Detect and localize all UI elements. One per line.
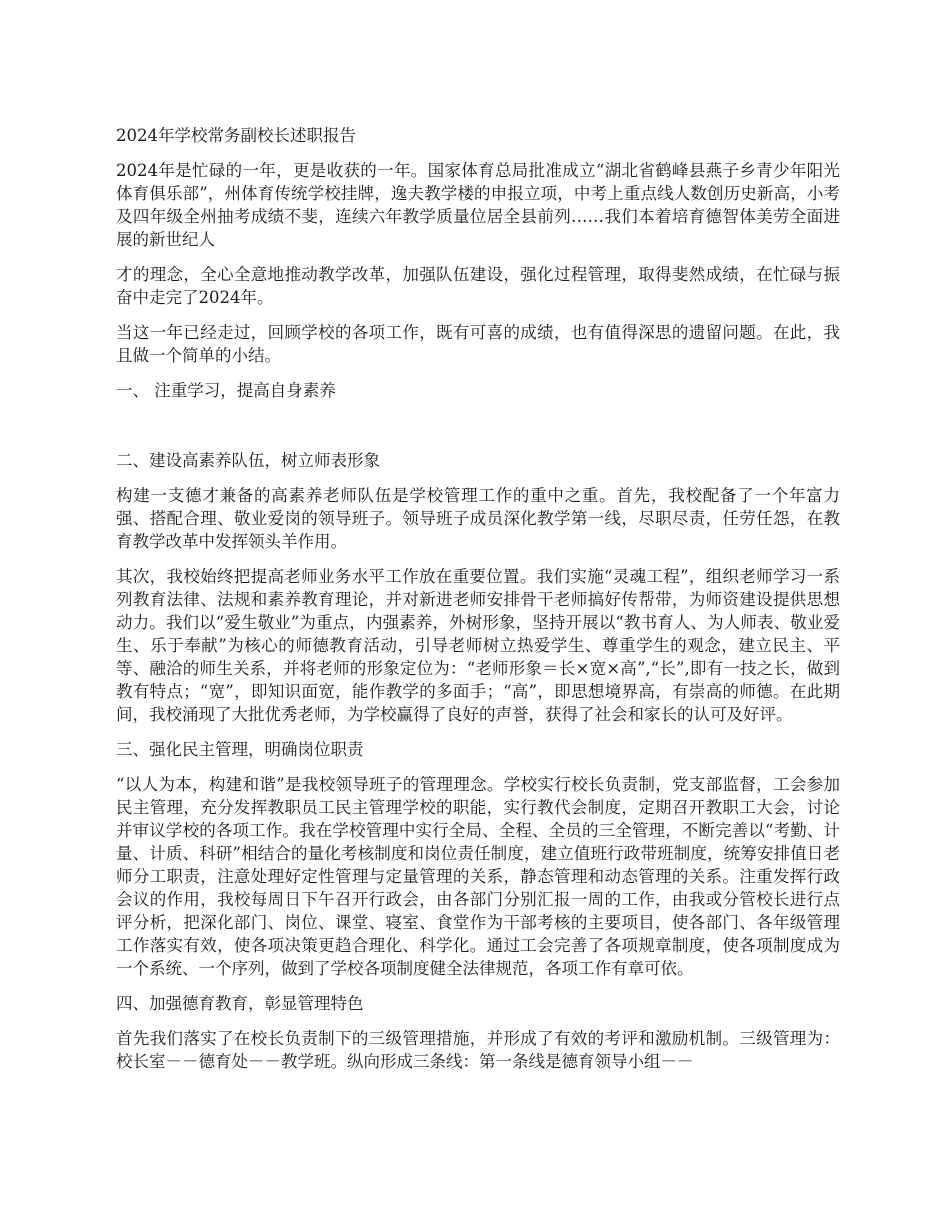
section-heading-1: 一、 注重学习，提高自身素养 bbox=[116, 381, 336, 400]
paragraph-intro-continued: 才的理念，全心全意地推动教学改革，加强队伍建设，强化过程管理，取得斐然成绩，在忙碌与振奋中走完了2024年。 bbox=[116, 265, 840, 307]
section-heading-4: 四、加强德育教育，彰显管理特色 bbox=[116, 994, 364, 1013]
paragraph-intro: 2024年是忙碌的一年，更是收获的一年。国家体育总局批准成立“湖北省鹤峰县燕子乡青少年阳光体育俱乐部”，州体育传统学校挂牌，逸夫教学楼的申报立项，中考上重点线人数创历史新高，小考及四年级全州抽考成绩不斐，连续六年教学质量位居全县前列……我们本着培育德智体美劳全面进展的新世纪人 bbox=[116, 161, 840, 249]
section-heading-3: 三、强化民主管理，明确岗位职责 bbox=[116, 740, 364, 759]
document-body bbox=[116, 124, 840, 1085]
section-heading-2: 二、建设高素养队伍，树立师表形象 bbox=[116, 451, 380, 470]
paragraph-summary: 当这一年已经走过，回顾学校的各项工作，既有可喜的成绩，也有值得深思的遗留问题。在此，我且做一个简单的小结。 bbox=[116, 323, 840, 365]
paragraph-teacher-development: 其次，我校始终把提高老师业务水平工作放在重要位置。我们实施“灵魂工程”，组织老师学习一系列教育法律、法规和素养教育理论，并对新进老师安排骨干老师搞好传帮带，为师资建设提供思想动力。我们以“爱生敬业”为重点，内强素养，外树形象，坚持开展以“教书育人、为人师表、敬业爱生、乐于奉献”为核心的师德教育活动，引导老师树立热爱学生、尊重学生的观念，建立民主、平等、融洽的师生关系，并将老师的形象定位为：“老师形象＝长×宽×高”,“长”,即有一技之长，做到教有特点；“宽”，即知识面宽，能作教学的多面手；“高”，即思想境界高，有崇高的师德。在此期间，我校涌现了大批优秀老师，为学校赢得了良好的声誉，获得了社会和家长的认可及好评。 bbox=[116, 567, 840, 724]
paragraph-leadership: 构建一支德才兼备的高素养老师队伍是学校管理工作的重中之重。首先，我校配备了一个年富力强、搭配合理、敬业爱岗的领导班子。领导班子成员深化教学第一线，尽职尽责，任劳任怨，在教育教学改革中发挥领头羊作用。 bbox=[116, 486, 840, 551]
section-gap bbox=[116, 414, 840, 449]
paragraph-democratic-management: “以人为本，构建和谐”是我校领导班子的管理理念。学校实行校长负责制，党支部监督，工会参加民主管理，充分发挥教职员工民主管理学校的职能，实行教代会制度，定期召开教职工大会，讨论并审议学校的各项工作。我在学校管理中实行全局、全程、全员的三全管理，不断完善以“考勤、计量、计质、科研”相结合的量化考核制度和岗位责任制度，建立值班行政带班制度，统筹安排值日老师分工职责，注意处理好定性管理与定量管理的关系，静态管理和动态管理的关系。注重发挥行政会议的作用，我校每周日下午召开行政会，由各部门分别汇报一周的工作，由我或分管校长进行点评分析，把深化部门、岗位、课堂、寝室、食堂作为干部考核的主要项目，使各部门、各年级管理工作落实有效，使各项决策更趋合理化、科学化。通过工会完善了各项规章制度，使各项制度成为一个系统、一个序列，做到了学校各项制度健全法律规范，各项工作有章可依。 bbox=[116, 775, 840, 978]
paragraph-moral-education: 首先我们落实了在校长负责制下的三级管理措施，并形成了有效的考评和激励机制。三级管理为：校长室－－德育处－－教学班。纵向形成三条线：第一条线是德育领导小组－－ bbox=[116, 1029, 840, 1071]
document-title: 2024年学校常务副校长述职报告 bbox=[116, 126, 356, 145]
